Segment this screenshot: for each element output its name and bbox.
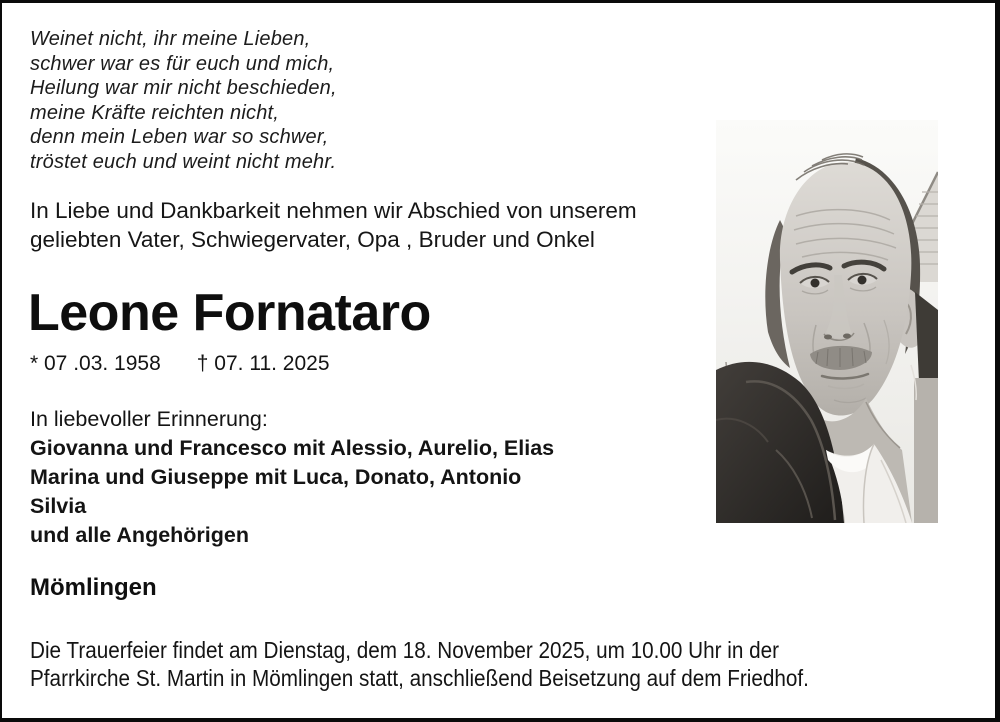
farewell-intro-line: In Liebe und Dankbarkeit nehmen wir Abschied von unserem: [30, 198, 637, 223]
poem: [30, 27, 337, 174]
portrait-photo-illustration: [716, 120, 938, 523]
funeral-info: [30, 637, 895, 692]
mourner-line: Giovanna und Francesco mit Alessio, Aurelio, Elias: [30, 436, 555, 460]
funeral-info-line: Pfarrkirche St. Martin in Mömlingen statt, anschließend Beisetzung auf dem Friedhof.: [30, 664, 809, 691]
life-dates: [30, 352, 330, 376]
deceased-name: Leone Fornataro: [28, 284, 431, 342]
memorial-label: In liebevoller Erinnerung:: [30, 407, 268, 431]
poem-line: denn mein Leben war so schwer,: [30, 126, 329, 148]
memorial-block: [30, 405, 554, 550]
farewell-intro: [30, 196, 637, 254]
funeral-info-line: Die Trauerfeier findet am Dienstag, dem 18. November 2025, um 10.00 Uhr in der: [30, 637, 780, 663]
poem-line: Heilung war mir nicht beschieden,: [30, 77, 337, 99]
farewell-intro-line: geliebten Vater, Schwiegervater, Opa , Bruder und Onkel: [30, 227, 595, 252]
city-name: Mömlingen: [30, 574, 157, 601]
poem-line: schwer war es für euch und mich,: [30, 52, 335, 75]
death-date: † 07. 11. 2025: [196, 352, 330, 375]
mourner-line: und alle Angehörigen: [30, 523, 249, 547]
birth-date: * 07 .03. 1958: [30, 352, 161, 375]
portrait-photo: [716, 120, 938, 523]
poem-line: tröstet euch und weint nicht mehr.: [30, 150, 337, 173]
poem-line: meine Kräfte reichten nicht,: [30, 101, 280, 124]
mourner-line: Silvia: [30, 494, 87, 518]
poem-line: Weinet nicht, ihr meine Lieben,: [30, 28, 311, 50]
mourner-line: Marina und Giuseppe mit Luca, Donato, Antonio: [30, 465, 522, 489]
